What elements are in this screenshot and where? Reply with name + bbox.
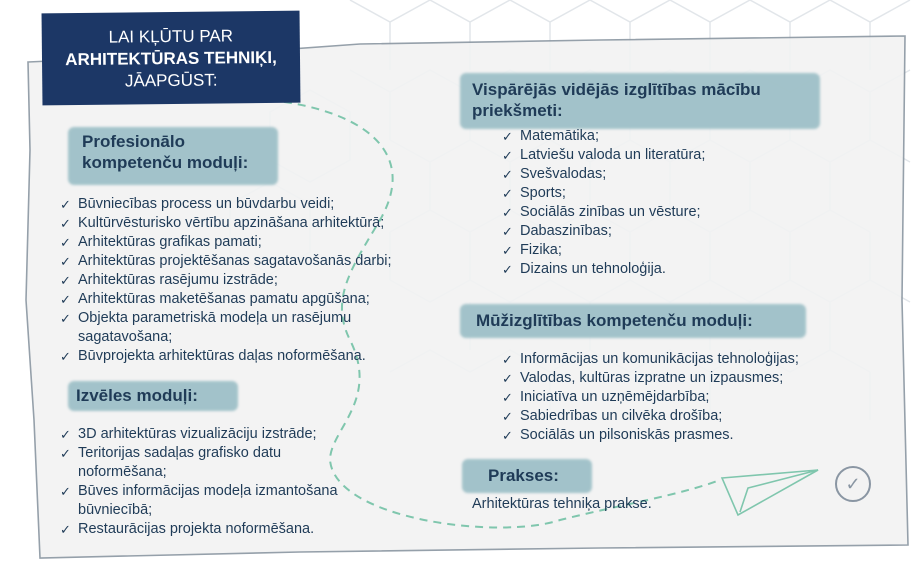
list-item: ✓ Svešvalodas; — [502, 165, 762, 184]
list-item: ✓ Matemātika; — [502, 127, 762, 146]
list-item: ✓ Sports; — [502, 184, 762, 203]
list-item: ✓ Valodas, kultūras izpratne un izpausmes; — [502, 369, 832, 388]
lifelong-list — [502, 350, 832, 445]
general-list — [502, 127, 762, 279]
practice-text: Arhitektūras tehniķa prakse. — [472, 496, 652, 512]
list-item: ✓ Sabiedrības un cilvēka drošība; — [502, 407, 832, 426]
title-line-1: LAI KĻŪTU PAR — [108, 26, 234, 47]
list-item: ✓ Arhitektūras grafikas pamati; — [60, 233, 430, 252]
elective-list — [60, 425, 350, 539]
list-item: ✓ Arhitektūras projektēšanas sagatavošanās darbi; — [60, 252, 430, 271]
list-item: ✓ Kultūrvēsturisko vērtību apzināšana arhitektūrā; — [60, 214, 430, 233]
list-item: ✓ Teritorijas sadaļas grafisko datu noformēšana; — [60, 444, 350, 482]
professional-heading-line-2: kompetenču moduļi: — [82, 153, 249, 172]
list-item: ✓ Latviešu valoda un literatūra; — [502, 146, 762, 165]
list-item: ✓ Dabaszinības; — [502, 222, 762, 241]
list-item: ✓ Būvniecības process un būvdarbu veidi; — [60, 195, 430, 214]
title-box — [42, 11, 301, 106]
list-item: ✓ Arhitektūras maketēšanas pamatu apgūšana; — [60, 290, 430, 309]
title-line-3: JĀAPGŪST: — [124, 70, 218, 91]
title-line-2: ARHITEKTŪRAS TEHNIĶI, — [65, 47, 277, 70]
list-item: ✓ Būvprojekta arhitektūras daļas noformēšana. — [60, 347, 430, 366]
list-item: ✓ Restaurācijas projekta noformēšana. — [60, 520, 350, 539]
list-item: ✓ Arhitektūras rasējumu izstrāde; — [60, 271, 430, 290]
list-item: ✓ Būves informācijas modeļa izmantošana būvniecībā; — [60, 482, 350, 520]
check-circle-icon: ✓ — [835, 466, 871, 502]
lifelong-heading: Mūžizglītības kompetenču moduļi: — [476, 310, 816, 331]
list-item: ✓ Objekta parametriskā modeļa un rasējumu sagatavošana; — [60, 309, 388, 347]
general-heading-line-1: Vispārējās vidējās izglītības mācību — [472, 80, 761, 99]
general-heading — [472, 79, 822, 121]
list-item: ✓ Informācijas un komunikācijas tehnoloģijas; — [502, 350, 832, 369]
list-item: ✓ Sociālās zinības un vēsture; — [502, 203, 762, 222]
list-item: ✓ Dizains un tehnoloģija. — [502, 260, 762, 279]
list-item: ✓ Iniciatīva un uzņēmējdarbība; — [502, 388, 832, 407]
list-item: ✓ 3D arhitektūras vizualizāciju izstrāde; — [60, 425, 350, 444]
list-item: ✓ Sociālās un pilsoniskās prasmes. — [502, 426, 832, 445]
list-item: ✓ Fizika; — [502, 241, 762, 260]
practice-heading: Prakses: — [488, 465, 598, 486]
professional-heading — [82, 131, 282, 173]
professional-list — [60, 195, 430, 366]
general-heading-line-2: priekšmeti: — [472, 101, 563, 120]
elective-heading: Izvēles moduļi: — [76, 385, 246, 406]
professional-heading-line-1: Profesionālo — [82, 132, 185, 151]
